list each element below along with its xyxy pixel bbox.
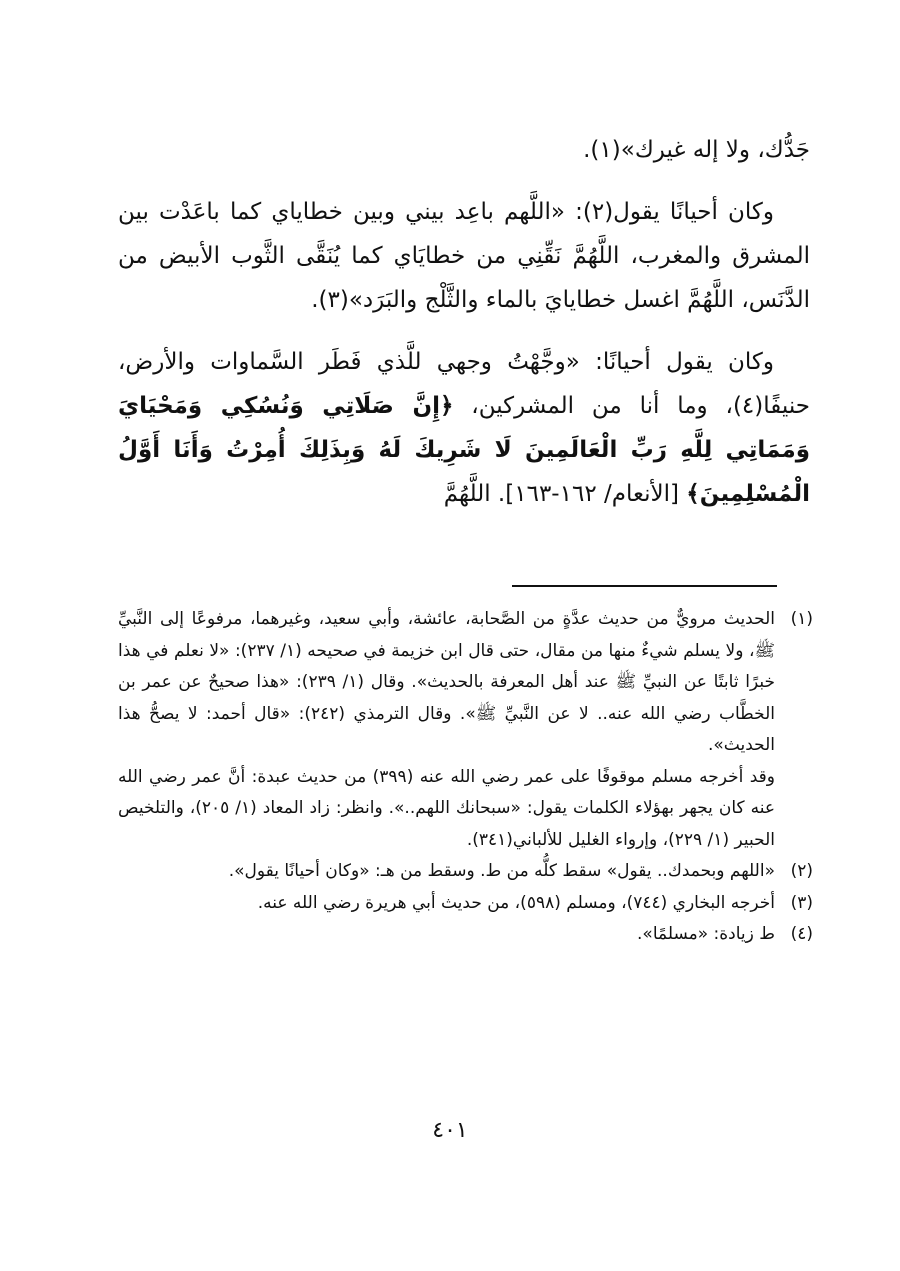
footnote-paragraph: «اللهم وبحمدك.. يقول» سقط كلُّه من ط. وسقط من هـ: «وكان أحيانًا يقول». (228, 861, 775, 881)
main-text (118, 128, 810, 516)
footnote-body (118, 856, 775, 888)
footnote-body (118, 919, 775, 951)
footnote-paragraph: ط زيادة: «مسلمًا». (637, 924, 775, 944)
footnote-number: (١) (790, 609, 813, 629)
footnote-4 (118, 919, 813, 951)
footnote-separator (512, 585, 777, 587)
footnote-2 (118, 856, 813, 888)
footnote-body (118, 888, 775, 920)
footnote-number: (٤) (790, 924, 813, 944)
footnotes (118, 604, 813, 951)
footnote-paragraph: أخرجه البخاري (٧٤٤)، ومسلم (٥٩٨)، من حديث أبي هريرة رضي الله عنه. (257, 892, 775, 913)
main-paragraph-3 (118, 340, 810, 516)
footnote-number: (٣) (790, 892, 813, 913)
page-number: ٤٠١ (432, 1118, 468, 1143)
footnote-1 (118, 604, 813, 856)
footnote-paragraph: وقد أخرجه مسلم موقوفًا على عمر رضي الله عنه (٣٩٩) من حديث عبدة: أنَّ عمر رضي الله عنه كان يجهر بهؤلاء الكلمات يقول: «سبحانك اللهم..». وانظر: زاد المعاد (١/ ٢٠٥)، والتلخيص الحبير (١/ ٢٢٩)، وإرواء الغليل للألباني(٣٤١). (118, 766, 776, 850)
quran-verse: ﴿إِنَّ صَلَاتِي وَنُسُكِي وَمَحْيَايَ وَمَمَاتِي لِلَّهِ رَبِّ الْعَالَمِينَ لَا شَرِيكَ لَهُ وَبِذَلِكَ أُمِرْتُ وَأَنَا أَوَّلُ الْمُسْلِمِينَ﴾ (118, 393, 810, 507)
paragraph-3-text: وكان يقول أحيانًا: «وجَّهْتُ وجهي للَّذي فَطَر السَّماوات والأرض، حنيفًا(٤)، وما أنا من المشركين، (118, 349, 810, 419)
footnote-paragraph: الحديث مرويٌّ من حديث عدَّةٍ من الصَّحابة، عائشة، وأبي سعيد، وغيرهما، مرفوعًا إلى النَّبيِّ ﷺ، ولا يسلم شيءٌ منها من مقال، حتى قال ابن خزيمة في صحيحه (١/ ٢٣٧): «لا نعلم في هذا خبرًا ثابتًا عن النبيِّ ﷺ عند أهل المعرفة بالحديث». وقال (١/ ٢٣٩): «هذا صحيحٌ عن عمر بن الخطَّاب رضي الله عنه.. لا عن النَّبيِّ ﷺ». وقال الترمذي (٢٤٢): «قال أحمد: لا يصحُّ هذا الحديث». (118, 609, 775, 755)
main-paragraph-2: وكان أحيانًا يقول(٢): «اللَّهم باعِد بيني وبين خطاياي كما باعَدْت بين المشرق والمغرب، اللَّهُمَّ نَقِّنِي من خطايَاي كما يُنَقَّى الثَّوب الأبيض من الدَّنَس، اللَّهُمَّ اغسل خطايايَ بالماء والثَّلْج والبَرَد»(٣). (118, 199, 810, 313)
main-line-continuation: جَدُّك، ولا إله غيرك»(١). (583, 137, 810, 163)
footnote-3 (118, 888, 813, 920)
footnote-number: (٢) (790, 861, 813, 881)
footnote-body (118, 604, 775, 856)
verse-reference: [الأنعام/ ١٦٢-١٦٣]. اللَّهُمَّ (443, 481, 687, 507)
